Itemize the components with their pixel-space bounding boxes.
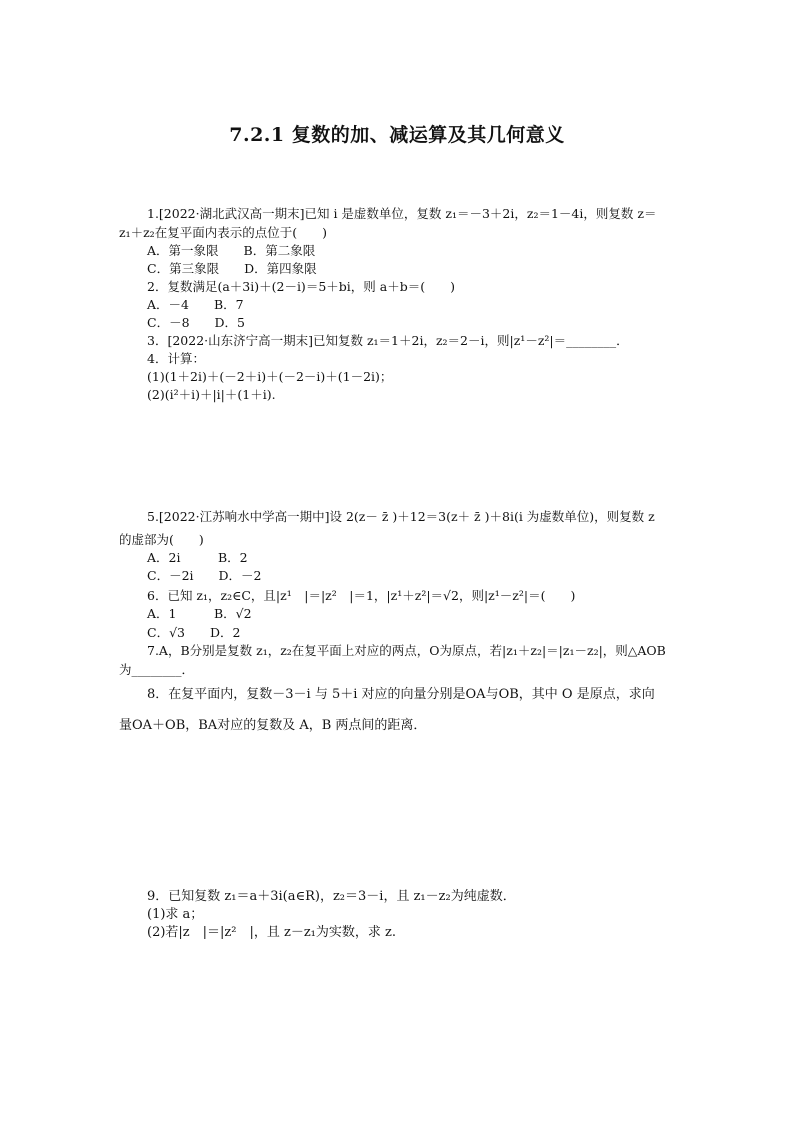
question-2-options-ab: A．－4 B．7 — [147, 297, 244, 312]
question-9-part-1: (1)求 a； — [147, 907, 204, 922]
question-9-stem: 9．已知复数 z₁＝a＋3i(a∈R)，z₂＝3－i，且 z₁－z₂为纯虚数． — [147, 889, 516, 904]
question-3-stem: 3．[2022·山东济宁高一期末]已知复数 z₁＝1＋2i，z₂＝2－i，则|z¹－z²|＝________． — [147, 333, 629, 348]
question-5-options-cd: C．－2i D．－2 — [147, 568, 262, 583]
question-2-options-cd: C．－8 D．5 — [147, 315, 245, 330]
question-5-options-ab: A．2i B．2 — [147, 550, 248, 565]
question-1-line-1: 1.[2022·湖北武汉高一期末]已知 i 是虚数单位，复数 z₁＝－3＋2i，z₂＝1－4i，则复数 z＝ — [147, 206, 657, 221]
question-9-part-2: (2)若|z |＝|z² |，且 z－z₁为实数，求 z. — [147, 925, 396, 940]
question-4-part-1: (1)(1＋2i)＋(－2＋i)＋(－2－i)＋(1－2i)； — [147, 369, 393, 384]
question-8-line-2: 量OA＋OB，BA对应的复数及 A，B 两点间的距离． — [119, 718, 427, 733]
question-8-line-1: 8．在复平面内，复数－3－i 与 5＋i 对应的向量分别是OA与OB，其中 O 是原点，求向 — [147, 687, 655, 702]
question-4-part-2: (2)(i²＋i)＋|i|＋(1＋i). — [147, 387, 276, 402]
question-6-options-cd: C．√3 D．2 — [147, 625, 241, 640]
question-7-line-2: 为________． — [119, 662, 195, 677]
question-7-line-1: 7.A，B分别是复数 z₁，z₂在复平面上对应的两点，O为原点，若|z₁＋z₂|＝|z₁－z₂|，则△AOB — [147, 643, 666, 658]
question-1-options-cd: C．第三象限 D．第四象限 — [147, 261, 317, 276]
question-5-line-2: 的虚部为( ) — [119, 532, 204, 547]
page-title: 7.2.1 复数的加、减运算及其几何意义 — [229, 124, 565, 146]
question-5-line-1: 5.[2022·江苏响水中学高一期中]设 2(z－ z̄ )＋12＝3(z＋ z̄ )＋8i(i 为虚数单位)，则复数 z — [147, 509, 655, 524]
question-6-options-ab: A．1 B．√2 — [147, 606, 252, 621]
question-1-options-ab: A．第一象限 B．第二象限 — [147, 243, 316, 258]
question-4-stem: 4．计算： — [147, 351, 205, 366]
question-2-stem: 2．复数满足(a＋3i)＋(2－i)＝5＋bi，则 a＋b＝( ) — [147, 279, 455, 294]
question-1-line-2: z₁＋z₂在复平面内表示的点位于( ) — [119, 225, 327, 240]
question-6-stem: 6．已知 z₁，z₂∈C，且|z¹ |＝|z² |＝1，|z¹＋z²|＝√2，则|z¹－z²|＝( ) — [147, 588, 576, 603]
